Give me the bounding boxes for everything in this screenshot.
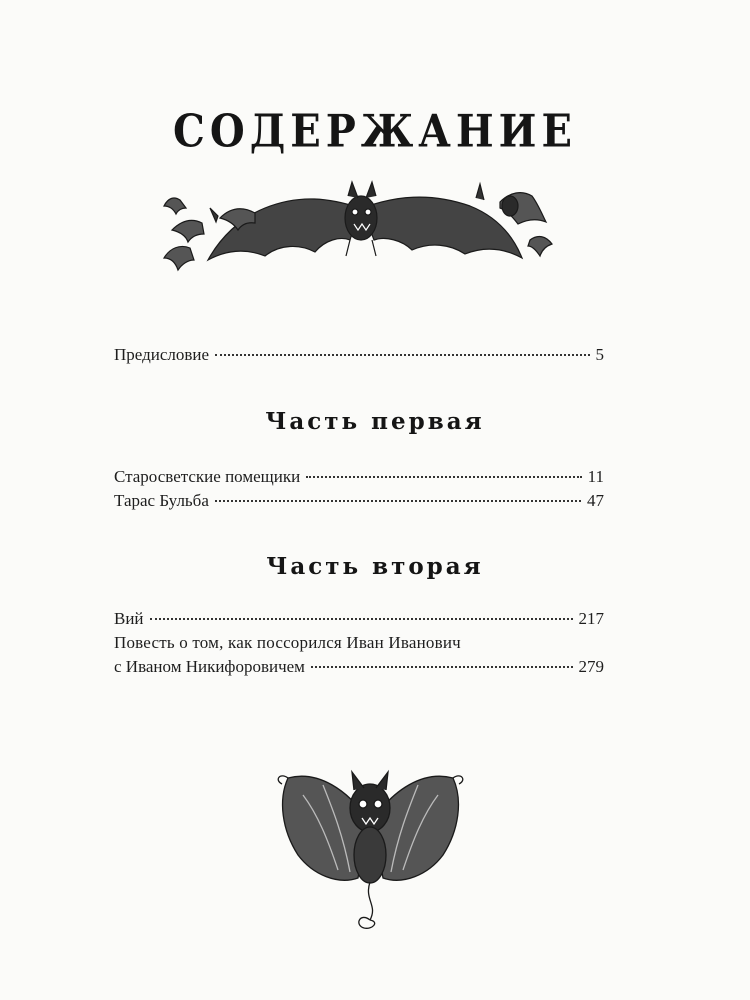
toc-entry-title: с Иваном Никифоровичем: [114, 657, 305, 676]
toc-entry-page: 5: [595, 345, 604, 364]
toc-entry-page: 279: [578, 657, 604, 676]
dot-leader: [215, 499, 581, 502]
toc-entry-povest-line1[interactable]: Повесть о том, как поссорился Иван Иванович: [114, 633, 461, 652]
dot-leader: [215, 353, 589, 356]
dot-leader: [150, 617, 573, 620]
toc-entry-preface[interactable]: [114, 344, 604, 366]
page-title: СОДЕРЖАНИЕ: [173, 105, 577, 158]
toc-entry-viy[interactable]: [114, 608, 604, 630]
bat-frieze-illustration: [150, 178, 570, 290]
toc-entry-title: Вий: [114, 609, 144, 628]
dot-leader: [306, 475, 581, 478]
toc-entry-title: Предисловие: [114, 345, 210, 364]
dot-leader: [311, 665, 573, 668]
bat-emblem-illustration: [268, 760, 473, 940]
part-one-heading: Часть первая: [265, 408, 485, 435]
toc-entry-title: Старосветские помещики: [114, 467, 301, 486]
toc-entry-povest[interactable]: [114, 656, 604, 678]
part-two-heading: Часть вторая: [266, 553, 484, 580]
toc-entry-page: 47: [587, 491, 604, 510]
toc-entry-taras-bulba[interactable]: [114, 490, 604, 512]
toc-entry-page: 11: [587, 467, 604, 486]
toc-entry-starosvetskie[interactable]: [114, 466, 604, 488]
toc-entry-title: Тарас Бульба: [114, 491, 209, 510]
toc-entry-page: 217: [578, 609, 604, 628]
